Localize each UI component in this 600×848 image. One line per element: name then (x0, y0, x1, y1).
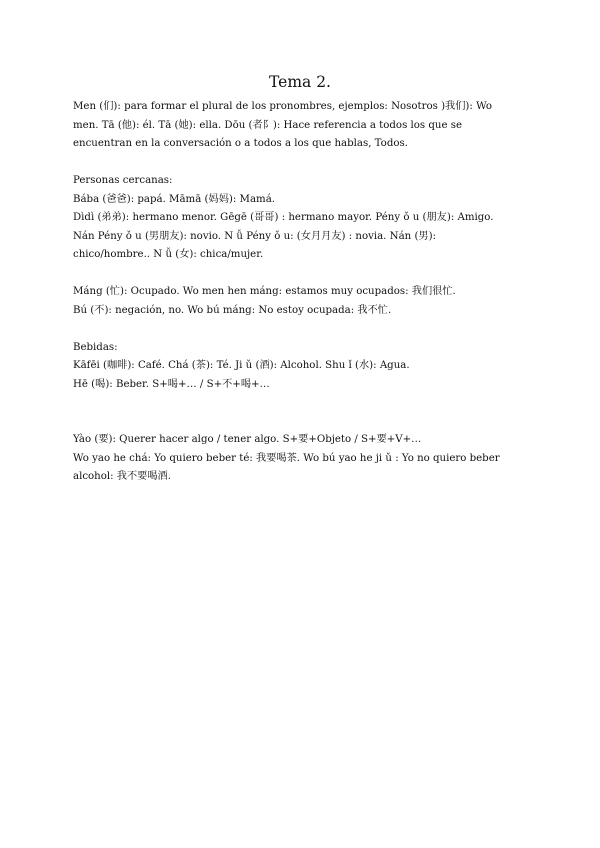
personas-section (73, 172, 533, 265)
yao-section (73, 431, 533, 487)
text-line: chico/hombre.. N ǚ (女): chica/mujer. (73, 249, 264, 260)
paragraph-spacer (73, 154, 533, 173)
page-title: Tema 2. (269, 73, 331, 91)
mang-section (73, 283, 533, 320)
text-line: Bú (不): negación, no. Wo bú máng: No estoy ocupada: 我不忙. (73, 304, 392, 316)
section-heading: Bebidas: (73, 341, 118, 353)
bebidas-section (73, 339, 533, 395)
text-line: Men (们): para formar el plural de los pronombres, ejemplos: Nosotros )我们): Wo (73, 101, 492, 112)
document-body (73, 98, 533, 487)
text-line: Yào (要): Querer hacer algo / tener algo. S+要+Objeto / S+要+V+… (73, 434, 422, 445)
text-line: Kāfēi (咖啡): Café. Chá (茶): Té. Ji ǔ (酒): Alcohol. Shu ǐ (水): Agua. (73, 360, 410, 371)
section-heading: Personas cercanas: (73, 175, 173, 186)
text-line: Máng (忙): Ocupado. Wo men hen máng: estamos muy ocupados: 我们很忙. (73, 286, 456, 297)
text-line: Hē (喝): Beber. S+喝+… / S+不+喝+… (73, 378, 270, 390)
text-line: Wo yao he chá: Yo quiero beber té: 我要喝茶. Wo bú yao he ji ǔ : Yo no quiero beber (73, 452, 500, 464)
text-line: alcohol: 我不要喝酒. (73, 471, 171, 482)
text-line: Nán Pény ǒ u (男朋友): novio. N ǚ Pény ǒ u: (女月月友) : novia. Nán (男): (73, 230, 437, 242)
text-line: men. Tā (他): él. Tā (她): ella. Dōu (者阝): Hace referencia a todos los que se (73, 119, 462, 131)
intro-paragraph (73, 98, 533, 154)
text-line: Bába (爸爸): papá. Māmā (妈妈): Mamá. (73, 193, 276, 205)
paragraph-spacer (73, 320, 533, 339)
paragraph-spacer (73, 265, 533, 284)
text-line: encuentran en la conversación o a todos a los que hablas, Todos. (73, 138, 408, 149)
text-line: Dìdì (弟弟): hermano menor. Gēgē (哥哥) : hermano mayor. Pény ǒ u (朋友): Amigo. (73, 212, 494, 223)
paragraph-spacer (73, 394, 533, 431)
